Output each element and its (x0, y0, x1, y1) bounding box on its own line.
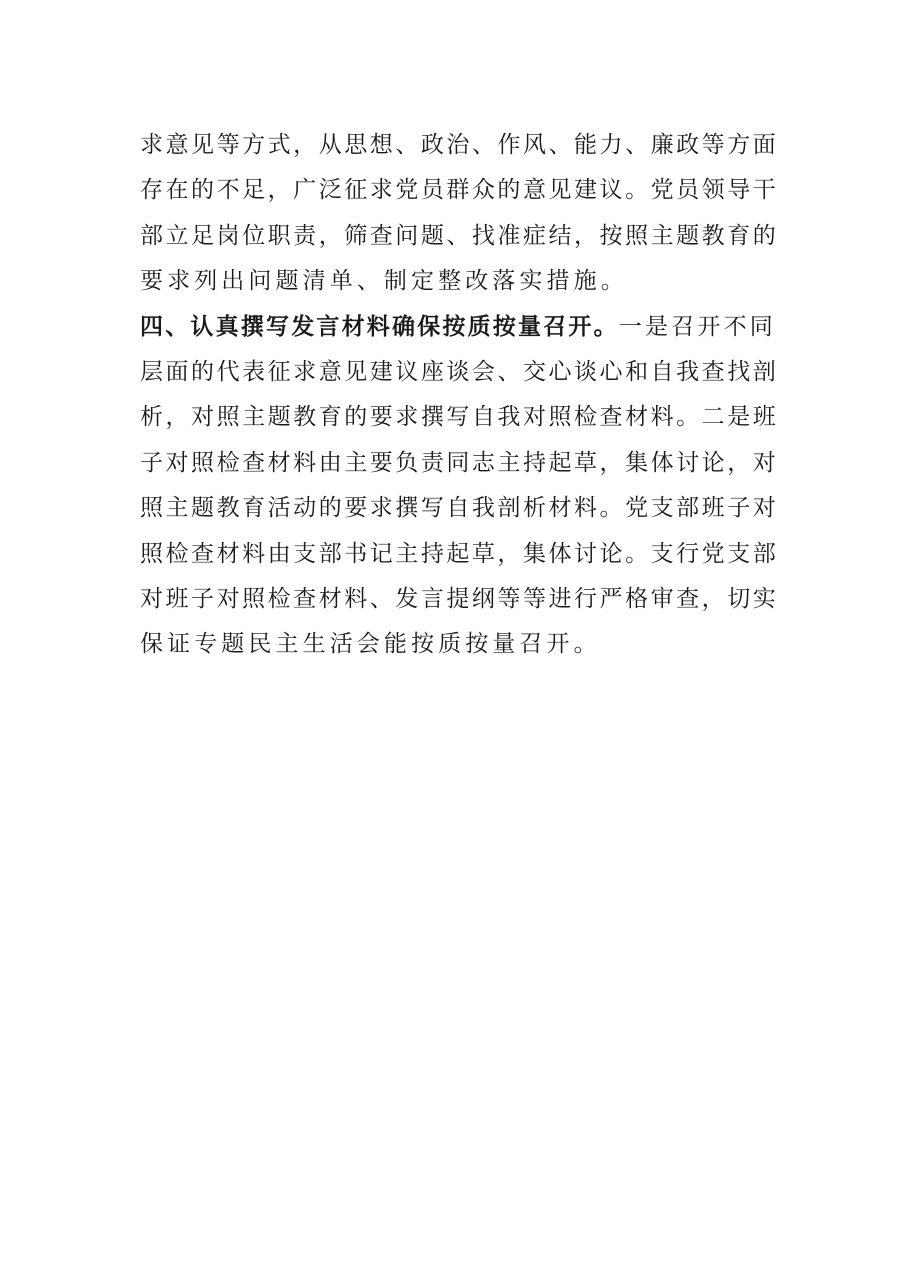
paragraph-line: 部立足岗位职责，筛查问题、找准症结，按照主题教育的 (140, 222, 779, 249)
paragraph-line: 存在的不足，广泛征求党员群众的意见建议。党员领导干 (140, 177, 779, 204)
paragraph-line: 保证专题民主生活会能按质按量召开。 (140, 631, 601, 658)
paragraph-line: 子对照检查材料由主要负责同志主持起草，集体讨论，对 (140, 449, 779, 476)
paragraph-line: 照检查材料由支部书记主持起草，集体讨论。支行党支部 (140, 540, 779, 567)
section-4-heading: 四、认真撰写发言材料确保按质按量召开。 (140, 313, 619, 340)
paragraph-line: 求意见等方式，从思想、政治、作风、能力、廉政等方面 (140, 132, 779, 158)
paragraph-line: 要求列出问题清单、制定整改落实措施。 (140, 268, 628, 295)
section-4-intro-text: 一是召开不同 (618, 313, 777, 340)
section-4-first-line (140, 305, 780, 350)
paragraph-line: 层面的代表征求意见建议座谈会、交心谈心和自我查找剖 (140, 358, 779, 385)
paragraph-line: 对班子对照检查材料、发言提纲等等进行严格审查，切实 (140, 585, 779, 612)
document-body (140, 123, 780, 668)
paragraph-line: 析，对照主题教育的要求撰写自我对照检查材料。二是班 (140, 404, 779, 431)
paragraph-line: 照主题教育活动的要求撰写自我剖析材料。党支部班子对 (140, 495, 779, 522)
